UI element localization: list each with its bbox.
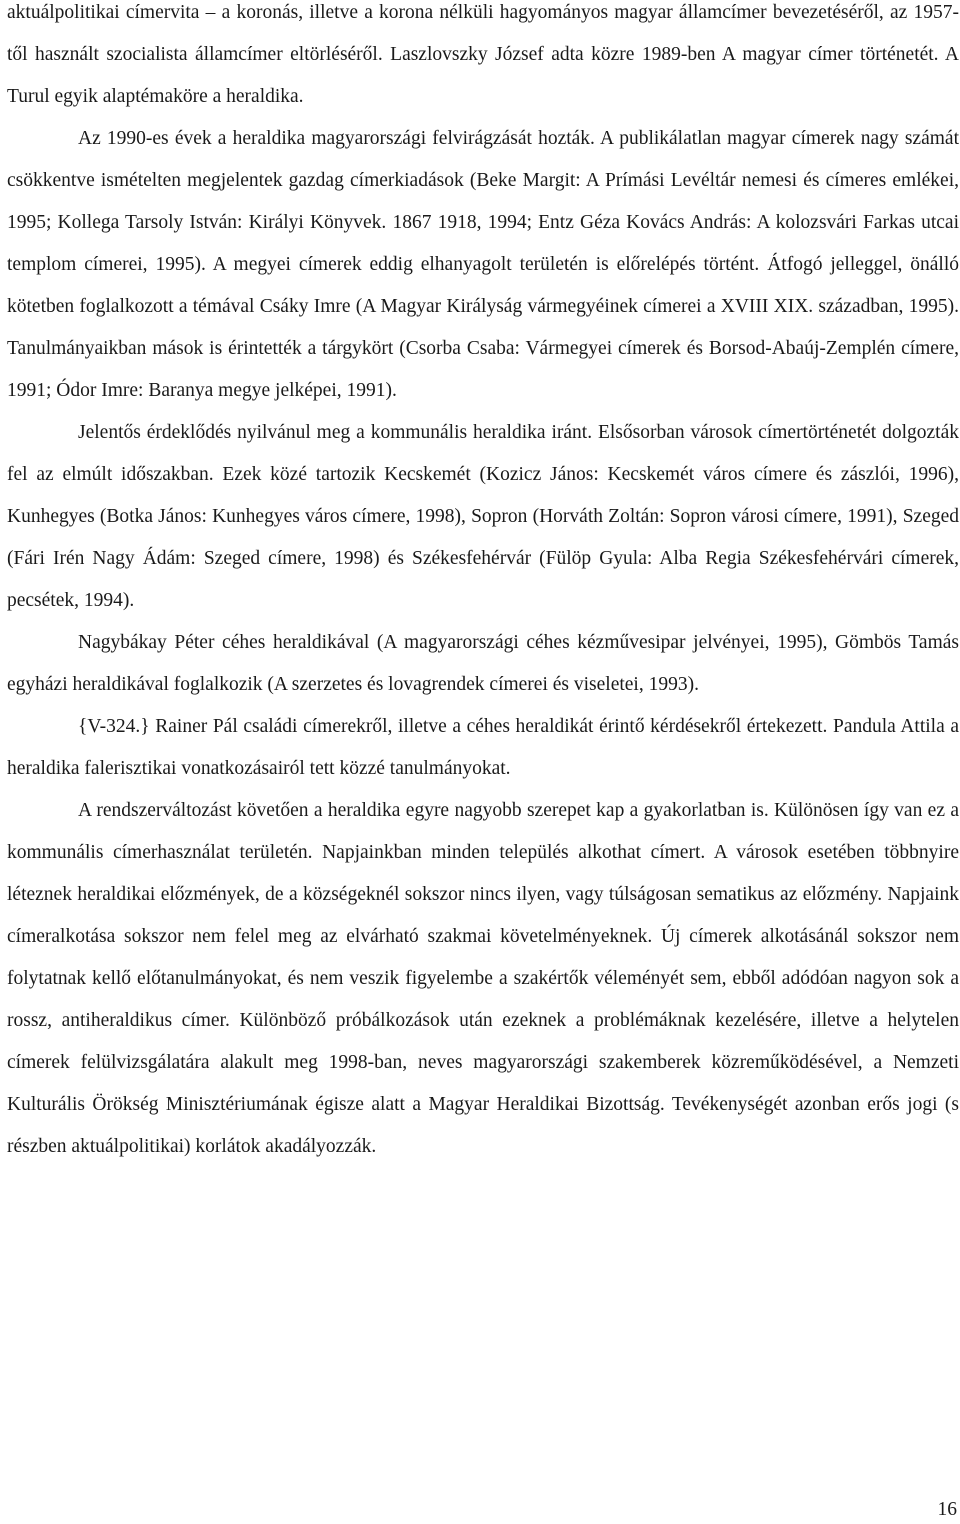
- paragraph-6: A rendszerváltozást követően a heraldika egyre nagyobb szerepet kap a gyakorlatban is. Különösen így van ez a kommunális címerhasználat területén. Napjainkban minden település alkothat címert. A városok esetében többnyire léteznek heraldikai előzmények, de a községeknél sokszor nincs ilyen, vagy túlságosan sematikus az előzmény. Napjaink címeralkotása sokszor nem felel meg az elvárható szakmai követelményeknek. Új címerek alkotásánál sokszor nem folytatnak kellő előtanulmányokat, és nem veszik figyelembe a szakértők véleményét sem, ebből adódóan nagyon sok a rossz, antiheraldikus címer. Különböző próbálkozások után ezeknek a problémáknak kezelésére, illetve a helytelen címerek felülvizsgálatára alakult meg 1998-ban, neves magyarországi szakemberek közreműködésével, a Nemzeti Kulturális Örökség Minisztériumának égisze alatt a Magyar Heraldikai Bizottság. Tevékenységét azonban erős jogi (s részben aktuálpolitikai) korlátok akadályozzák.: [7, 800, 959, 1157]
- paragraph-5: {V-324.} Rainer Pál családi címerekről, illetve a céhes heraldikát érintő kérdésekről értekezett. Pandula Attila a heraldika falerisztikai vonatkozásairól tett közzé tanulmányokat.: [7, 716, 959, 779]
- document-page: [7, 0, 959, 1168]
- paragraph-4: Nagybákay Péter céhes heraldikával (A magyarországi céhes kézművesipar jelvényei, 1995), Gömbös Tamás egyházi heraldikával foglalkozik (A szerzetes és lovagrendek címerei és viseletei, 1993).: [7, 632, 959, 695]
- paragraph-3: Jelentős érdeklődés nyilvánul meg a kommunális heraldika iránt. Elsősorban városok címertörténetét dolgozták fel az elmúlt időszakban. Ezek közé tartozik Kecskemét (Kozicz János: Kecskemét város címere és zászlói, 1996), Kunhegyes (Botka János: Kunhegyes város címere, 1998), Sopron (Horváth Zoltán: Sopron városi címere, 1991), Szeged (Fári Irén Nagy Ádám: Szeged címere, 1998) és Székesfehérvár (Fülöp Gyula: Alba Regia Székesfehérvári címerek, pecsétek, 1994).: [7, 422, 959, 611]
- paragraph-1: aktuálpolitikai címervita – a koronás, illetve a korona nélküli hagyományos magyar államcímer bevezetéséről, az 1957-től használt szocialista államcímer eltörléséről. Laszlovszky József adta közre 1989-ben A magyar címer történetét. A Turul egyik alaptémaköre a heraldika.: [7, 2, 959, 107]
- paragraph-2: Az 1990-es évek a heraldika magyarországi felvirágzását hozták. A publikálatlan magyar címerek nagy számát csökkentve ismételten megjelentek gazdag címerkiadások (Beke Margit: A Prímási Levéltár nemesi és címeres emlékei, 1995; Kollega Tarsoly István: Királyi Könyvek. 1867 1918, 1994; Entz Géza Kovács András: A kolozsvári Farkas utcai templom címerei, 1995). A megyei címerek eddig elhanyagolt területén is előrelépés történt. Átfogó jelleggel, önálló kötetben foglalkozott a témával Csáky Imre (A Magyar Királyság vármegyéinek címerei a XVIII XIX. században, 1995). Tanulmányaikban mások is érintették a tárgykört (Csorba Csaba: Vármegyei címerek és Borsod-Abaúj-Zemplén címere, 1991; Ódor Imre: Baranya megye jelképei, 1991).: [7, 128, 959, 401]
- page-number: 16: [937, 1499, 957, 1520]
